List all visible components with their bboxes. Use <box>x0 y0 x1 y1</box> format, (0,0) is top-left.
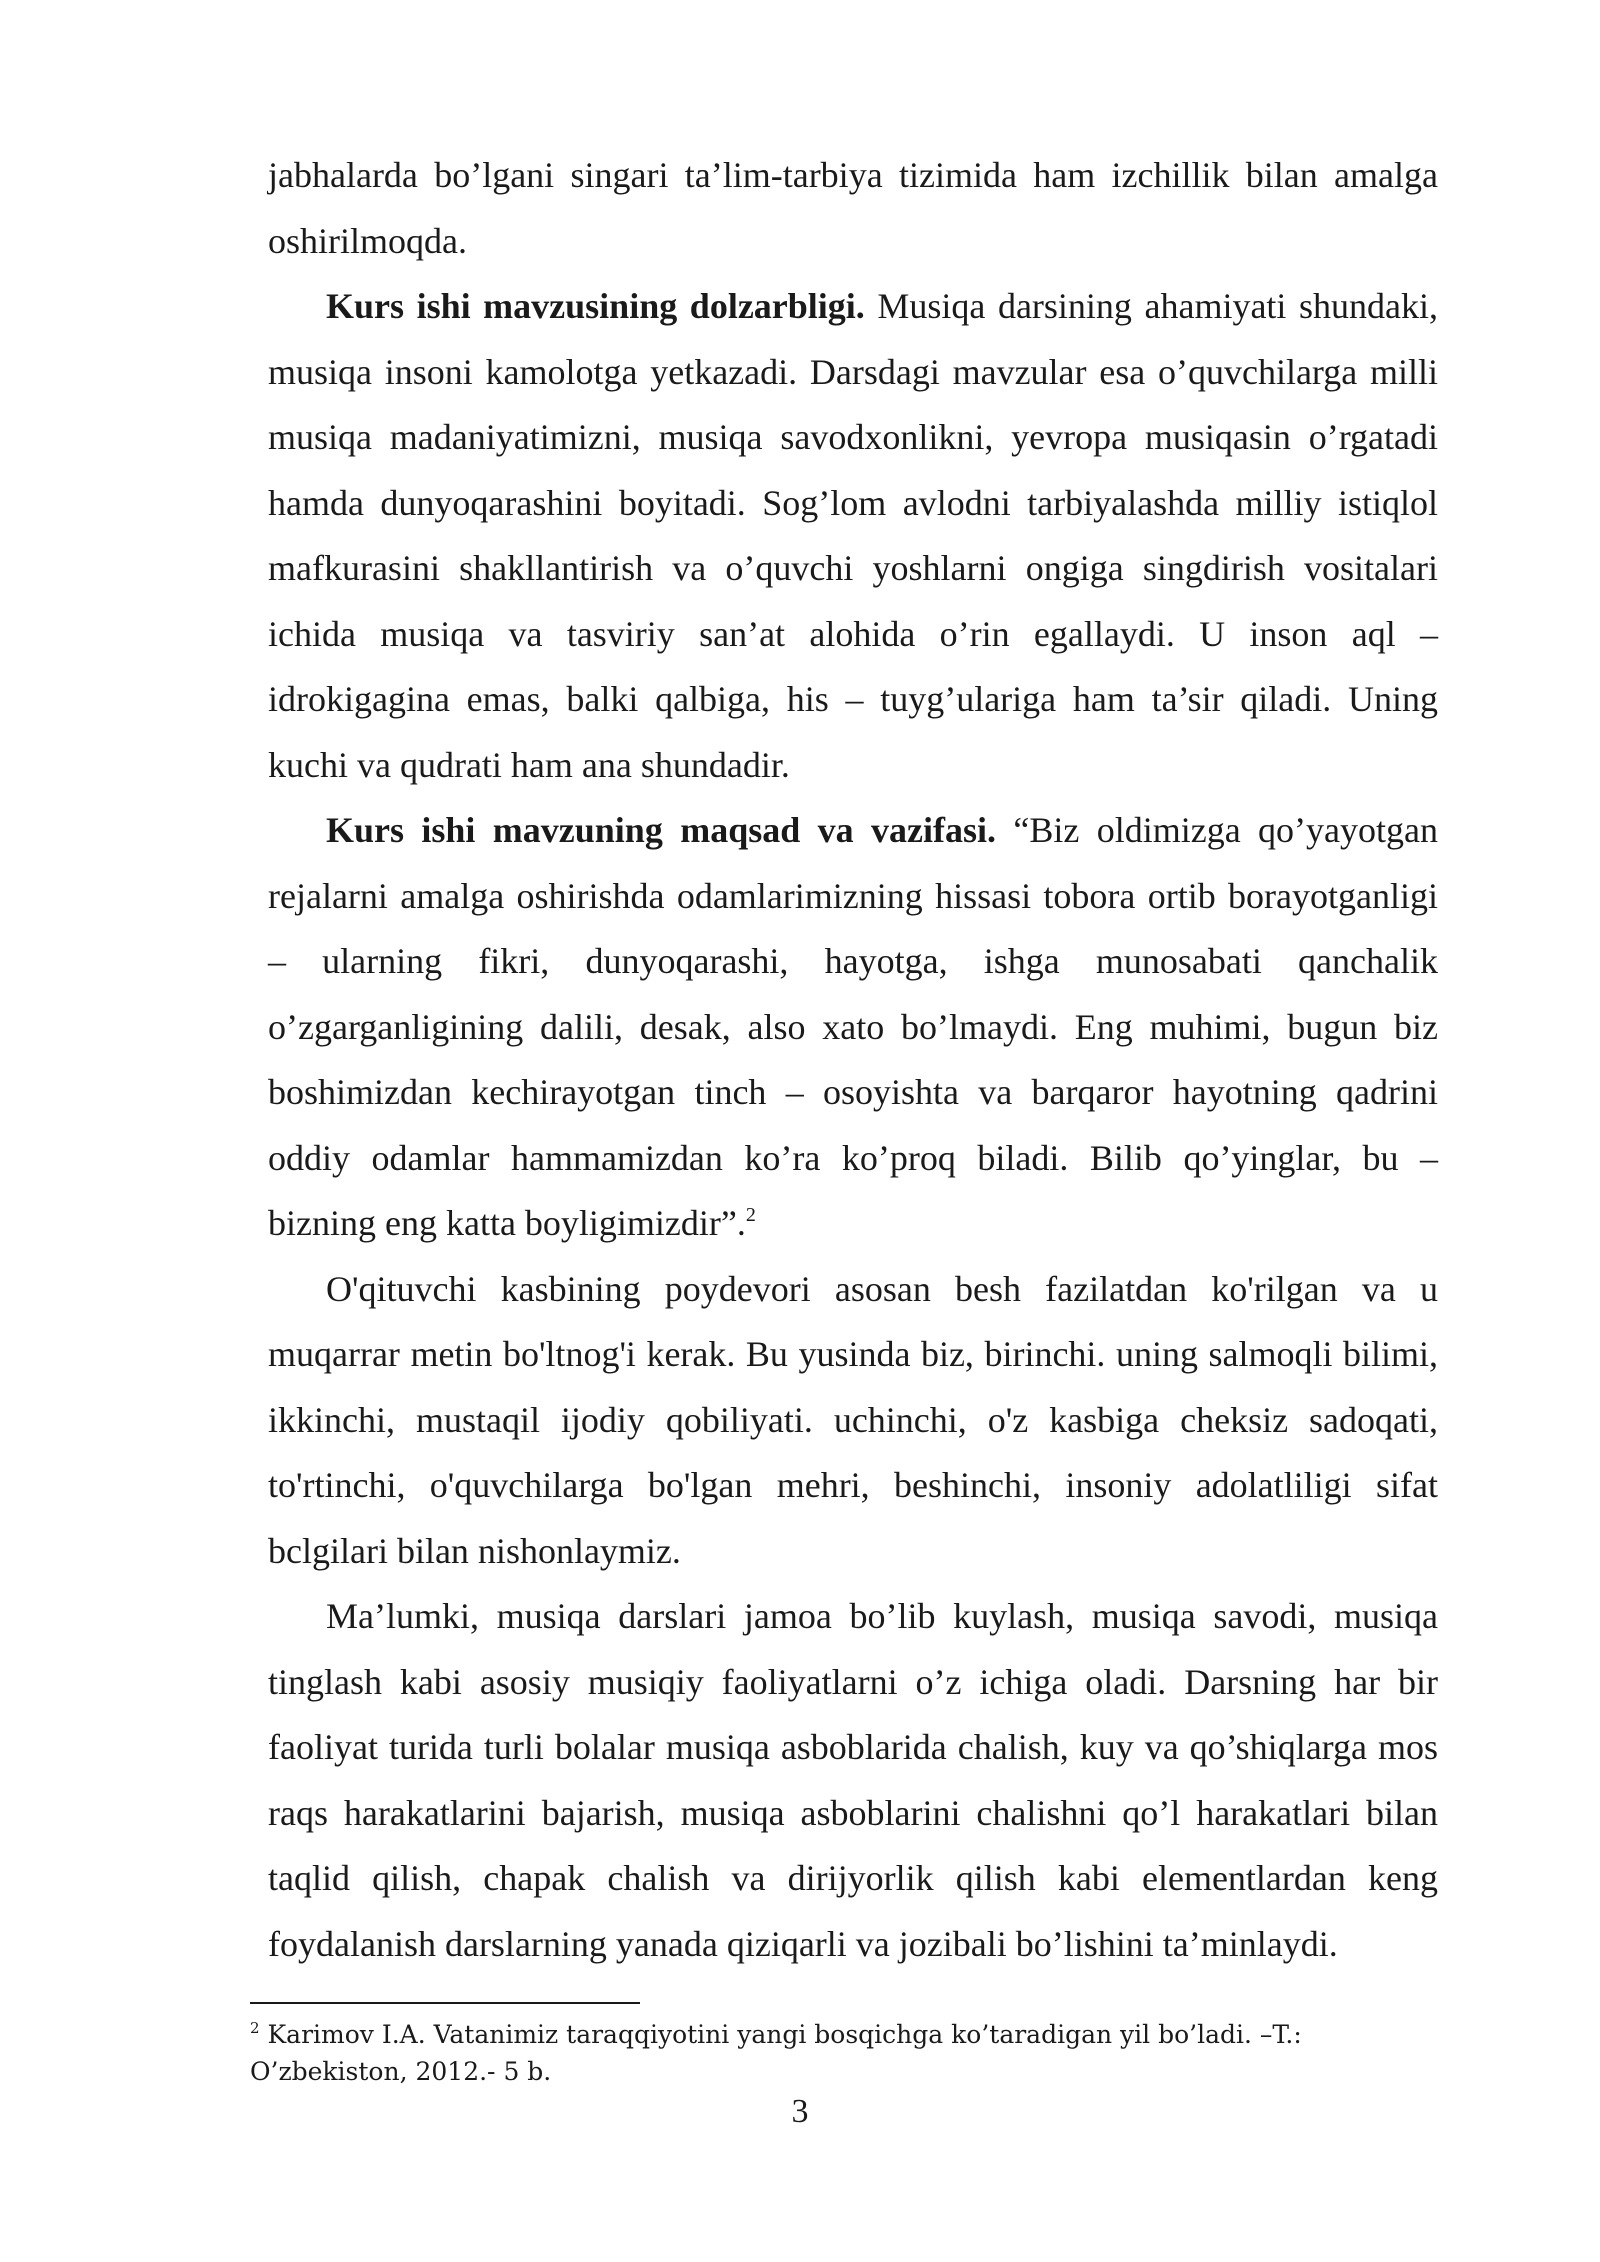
goal-text: “Biz oldimizga qo’yayotgan rejalarni amalga oshirishda odamlarimizning hissasi tobora ortib borayotganligi – ularning fikri, dunyoqarashi, hayotga, ishga munosabati qanchalik o’zgarganligining dalili, desak, also xato bo’lmaydi. Eng muhimi, bugun biz boshimizdan kechirayotgan tinch – osoyishta va barqaror hayotning qadrini oddiy odamlar hammamizdan ko’ra ko’proq biladi. Bilib qo’yinglar, bu – bizning eng katta boyligimizdir”. <box>268 810 1438 1243</box>
teacher-text: O'qituvchi kasbining poydevori asosan besh fazilatdan ko'rilgan va u muqarrar metin bo'ltnog'i kerak. Bu yusinda biz, birinchi. uning salmoqli bilimi, ikkinchi, mustaqil ijodiy qobiliyati. uchinchi, o'z kasbiga cheksiz sadoqati, to'rtinchi, o'quvchilarga bo'lgan mehri, beshinchi, insoniy adolatliligi sifat bclgilari bilan nishonlaymiz. <box>268 1268 1438 1571</box>
footnote-reference[interactable]: 2 <box>745 1204 756 1226</box>
goal-heading: Kurs ishi mavzuning maqsad va vazifasi. <box>326 810 996 850</box>
relevance-heading: Kurs ishi mavzusining dolzarbligi. <box>326 286 865 326</box>
paragraph-relevance <box>268 274 1438 798</box>
paragraph-teacher <box>268 1257 1438 1585</box>
footnote-number: 2 <box>250 2019 260 2037</box>
paragraph-goal <box>268 798 1438 1257</box>
paragraph-music-lessons <box>268 1584 1438 1977</box>
paragraph-1 <box>268 143 1438 274</box>
body-text <box>268 143 1438 1977</box>
footnote-text: Karimov I.A. Vatanimiz taraqqiyotini yangi bosqichga ko’taradigan yil bo’ladi. –T.: O’zbekiston, 2012.- 5 b. <box>250 2020 1302 2086</box>
page-number: 3 <box>791 2093 809 2130</box>
paragraph-1-text: jabhalarda bo’lgani singari ta’lim-tarbiya tizimida ham izchillik bilan amalga oshirilmoqda. <box>268 155 1438 261</box>
footnote-separator <box>250 2002 640 2004</box>
music-lessons-text: Ma’lumki, musiqa darslari jamoa bo’lib kuylash, musiqa savodi, musiqa tinglash kabi asosiy musiqiy faoliyatlarni o’z ichiga oladi. Darsning har bir faoliyat turida turli bolalar musiqa asboblarida chalish, kuy va qo’shiqlarga mos raqs harakatlarini bajarish, musiqa asboblarini chalishni qo’l harakatlari bilan taqlid qilish, chapak chalish va dirijyorlik qilish kabi elementlardan keng foydalanish darslarning yanada qiziqarli va jozibali bo’lishini ta’minlaydi. <box>268 1596 1438 1964</box>
footnote <box>250 2016 1440 2090</box>
relevance-text: Musiqa darsining ahamiyati shundaki, musiqa insoni kamolotga yetkazadi. Darsdagi mavzular esa o’quvchilarga milli musiqa madaniyatimizni, musiqa savodxonlikni, yevropa musiqasin o’rgatadi hamda dunyoqarashini boyitadi. Sog’lom avlodni tarbiyalashda milliy istiqlol mafkurasini shakllantirish va o’quvchi yoshlarni ongiga singdirish vositalari ichida musiqa va tasviriy san’at alohida o’rin egallaydi. U inson aql – idrokigagina emas, balki qalbiga, his – tuyg’ulariga ham ta’sir qiladi. Uning kuchi va qudrati ham ana shundadir. <box>268 286 1438 785</box>
